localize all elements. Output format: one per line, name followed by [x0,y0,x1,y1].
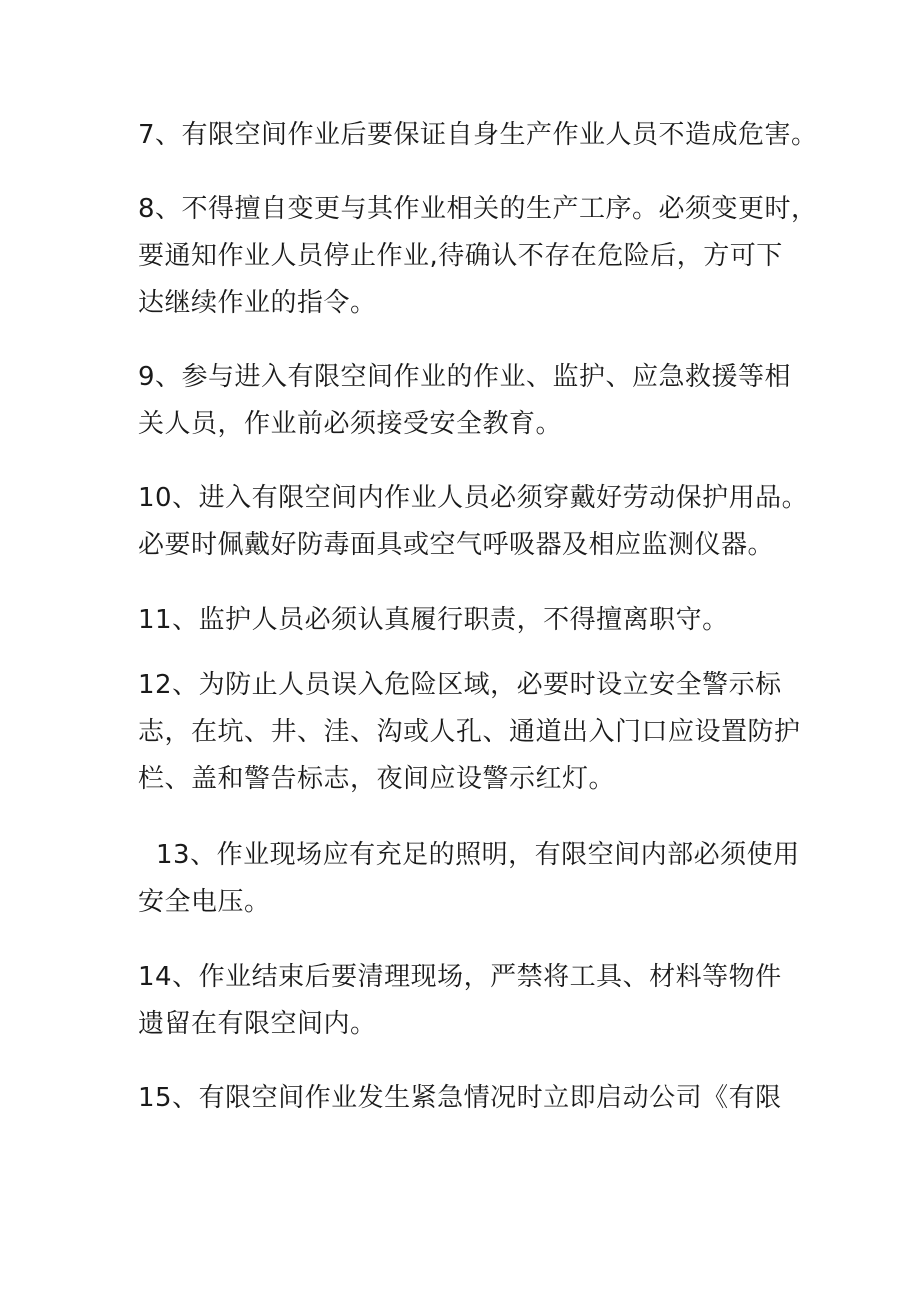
text-line: 必要时佩戴好防毒面具或空气呼吸器及相应监测仪器。 [138,530,775,560]
text-line: 志，在坑、井、洼、沟或人孔、通道出入门口应设置防护 [138,717,801,747]
clause-11 [138,597,788,644]
text-line: 达继续作业的指令。 [138,288,377,318]
clause-13 [138,832,800,926]
clause-12 [138,662,801,803]
text-line: 12、为防止人员误入危险区域，必要时设立安全警示标 [138,670,782,700]
text-line: 7、有限空间作业后要保证自身生产作业人员不造成危害。 [138,120,818,150]
text-line: 遗留在有限空间内。 [138,1009,377,1039]
clause-7 [138,112,818,159]
text-line: 9、参与进入有限空间作业的作业、监护、应急救援等相 [138,362,792,392]
text-line: 栏、盖和警告标志，夜间应设警示红灯。 [138,764,616,794]
text-line: 13、作业现场应有充足的照明，有限空间内部必须使用 [156,840,800,870]
clause-14 [138,954,788,1048]
clause-9 [138,354,792,448]
text-line: 关人员，作业前必须接受安全教育。 [138,409,563,439]
text-line: 15、有限空间作业发生紧急情况时立即启动公司《有限 [138,1083,782,1113]
text-line: 8、不得擅自变更与其作业相关的生产工序。必须变更时， [138,194,818,224]
clause-10 [138,475,809,569]
clause-8 [138,186,818,327]
text-line: 10、进入有限空间内作业人员必须穿戴好劳动保护用品。 [138,483,809,513]
text-line: 要通知作业人员停止作业,待确认不存在危险后，方可下 [138,241,783,271]
text-line: 14、作业结束后要清理现场，严禁将工具、材料等物件 [138,962,782,992]
text-line: 11、监护人员必须认真履行职责，不得擅离职守。 [138,605,729,635]
clause-15 [138,1075,788,1122]
text-line: 安全电压。 [138,887,271,917]
